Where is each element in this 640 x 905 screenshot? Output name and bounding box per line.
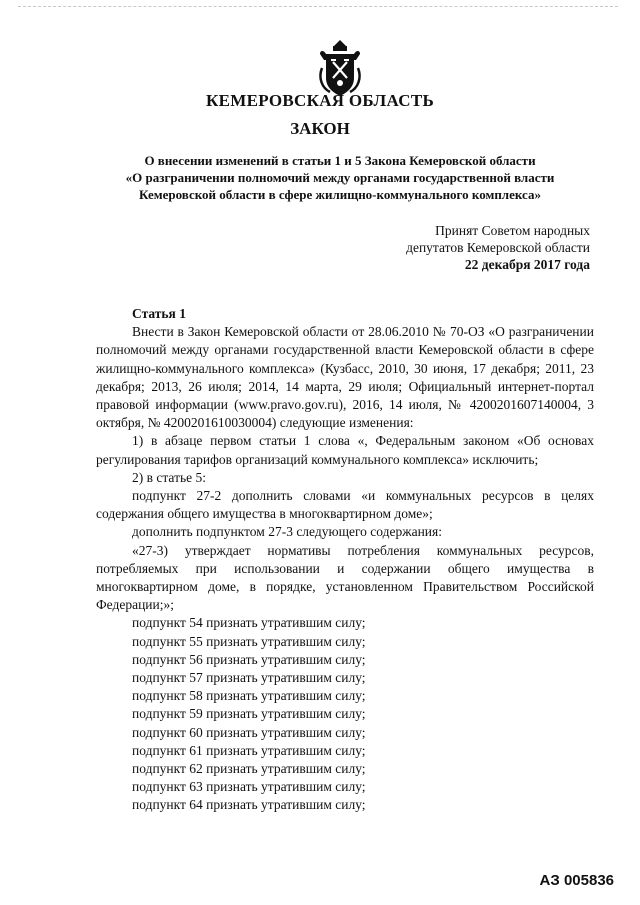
adoption-line: депутатов Кемеровской области	[406, 240, 590, 255]
article-title: Статья 1	[132, 306, 186, 321]
law-subject	[95, 152, 585, 203]
document-type: ЗАКОН	[290, 119, 350, 138]
repealed-item: подпункт 56 признать утратившим силу;	[132, 651, 366, 667]
article-body	[96, 305, 594, 815]
scan-edge-line	[18, 6, 618, 7]
amendment-subpoint: подпункт 27-2 дополнить словами «и коммунальных ресурсов в целях содержания общего имущества в многоквартирном доме»;	[96, 488, 594, 522]
repealed-item: подпункт 62 признать утратившим силу;	[132, 761, 366, 777]
subject-line: «О разграничении полномочий между органами государственной власти	[125, 170, 555, 185]
amendment-point-2: 2) в статье 5:	[132, 469, 206, 485]
amendment-point-1: 1) в абзаце первом статьи 1 слова «, Федеральным законом «Об основах регулирования тарифов организаций коммунального комплекса» исключить;	[96, 433, 594, 467]
region-title: КЕМЕРОВСКАЯ ОБЛАСТЬ	[206, 91, 434, 110]
repealed-item: подпункт 57 признать утратившим силу;	[132, 670, 366, 686]
repealed-item: подпункт 61 признать утратившим силу;	[132, 742, 366, 758]
repealed-item: подпункт 60 признать утратившим силу;	[132, 724, 366, 740]
repealed-item: подпункт 54 признать утратившим силу;	[132, 615, 366, 631]
repealed-item: подпункт 63 признать утратившим силу;	[132, 779, 366, 795]
repealed-item: подпункт 55 признать утратившим силу;	[132, 633, 366, 649]
repealed-item: подпункт 58 признать утратившим силу;	[132, 688, 366, 704]
adoption-date: 22 декабря 2017 года	[464, 257, 590, 272]
document-serial-number: АЗ 005836	[539, 872, 614, 889]
article-intro: Внести в Закон Кемеровской области от 28.06.2010 № 70-ОЗ «О разграничении полномочий между органами государственной власти Кемеровской области в сфере жилищно-коммунального комплекса» (Кузбасс, 2010, 30 июня, 17 декабря; 2011, 23 декабря; 2013, 26 июля; 2014, 14 марта, 29 июля; Официальный интернет-портал правовой информации (www.pravo.gov.ru), 2016, 14 июля, № 4200201607140004, 3 октября, № 4200201610030004) следующие изменения:	[96, 324, 594, 431]
amendment-quote: «27-3) утверждает нормативы потребления коммунальных ресурсов, потребляемых при использовании и содержании общего имущества в многоквартирном доме, в порядке, установленном Правительством Российской Федерации;»;	[96, 542, 594, 613]
amendment-subpoint: дополнить подпунктом 27-3 следующего содержания:	[132, 524, 442, 540]
repealed-item: подпункт 64 признать утратившим силу;	[132, 797, 366, 813]
repealed-item: подпункт 59 признать утратившим силу;	[132, 706, 366, 722]
adoption-line: Принят Советом народных	[435, 223, 590, 238]
coat-of-arms-icon	[316, 38, 364, 98]
subject-line: Кемеровской области в сфере жилищно-коммунального комплекса»	[139, 187, 541, 202]
adoption-block	[406, 222, 590, 273]
subject-line: О внесении изменений в статьи 1 и 5 Закона Кемеровской области	[144, 153, 536, 168]
